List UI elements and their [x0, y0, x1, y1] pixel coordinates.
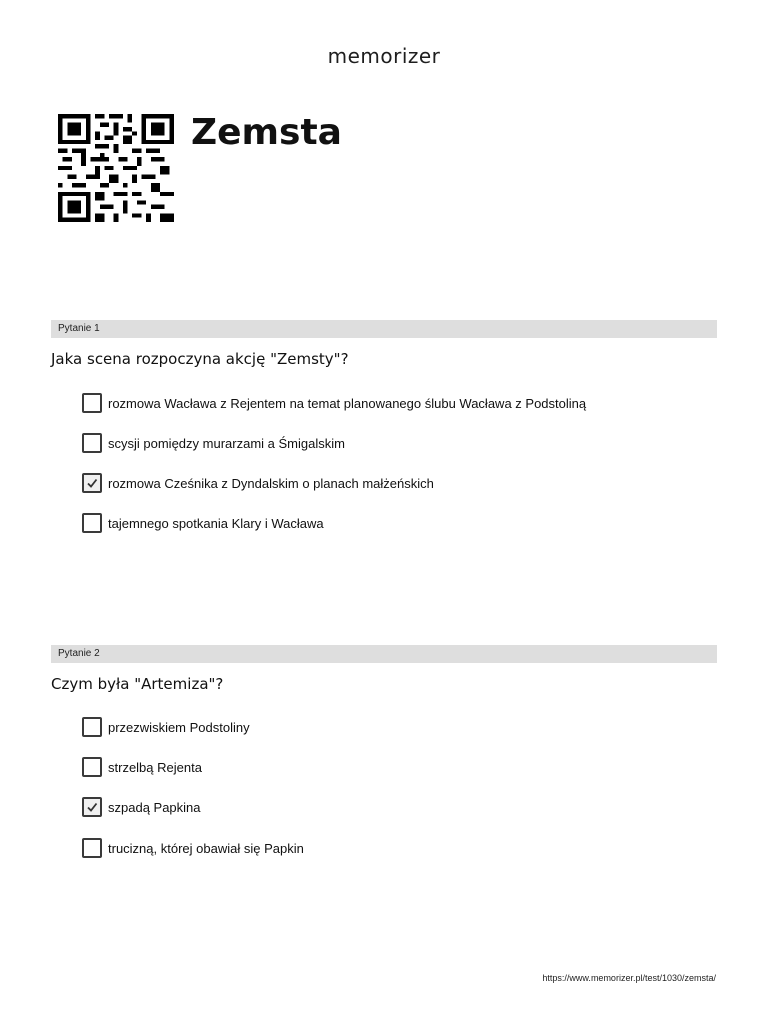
option-label: szpadą Papkina	[108, 799, 201, 815]
checkbox[interactable]	[82, 757, 102, 777]
question-1-option-4[interactable]	[82, 513, 324, 533]
checkbox[interactable]	[82, 433, 102, 453]
checkbox-checked[interactable]	[82, 797, 102, 817]
option-label: scysji pomiędzy murarzami a Śmigalskim	[108, 435, 345, 451]
checkbox[interactable]	[82, 838, 102, 858]
checkbox[interactable]	[82, 717, 102, 737]
checkbox-checked[interactable]	[82, 473, 102, 493]
footer-url[interactable]: https://www.memorizer.pl/test/1030/zemsta/	[542, 973, 716, 983]
option-label: tajemnego spotkania Klary i Wacława	[108, 515, 324, 531]
question-1-option-1[interactable]	[82, 393, 586, 413]
question-2-option-2[interactable]	[82, 757, 202, 777]
question-2-option-1[interactable]	[82, 717, 250, 737]
question-2-option-4[interactable]	[82, 838, 304, 858]
question-1-option-2[interactable]	[82, 433, 345, 453]
qr-code-image	[58, 114, 174, 222]
option-label: rozmowa Cześnika z Dyndalskim o planach małżeńskich	[108, 475, 434, 491]
checkmark-icon	[85, 800, 99, 814]
question-1-label: Pytanie 1	[51, 320, 717, 338]
checkbox[interactable]	[82, 393, 102, 413]
option-label: trucizną, której obawiał się Papkin	[108, 840, 304, 856]
question-2-text: Czym była "Artemiza"?	[51, 675, 224, 693]
option-label: przezwiskiem Podstoliny	[108, 719, 250, 735]
quiz-title: Zemsta	[191, 112, 342, 153]
question-1-option-3[interactable]	[82, 473, 434, 493]
memorizer-logo: memorizer	[327, 44, 441, 68]
question-1-text: Jaka scena rozpoczyna akcję "Zemsty"?	[51, 350, 349, 368]
checkbox[interactable]	[82, 513, 102, 533]
option-label: strzelbą Rejenta	[108, 759, 202, 775]
checkmark-icon	[85, 476, 99, 490]
question-2-label: Pytanie 2	[51, 645, 717, 663]
option-label: rozmowa Wacława z Rejentem na temat planowanego ślubu Wacława z Podstoliną	[108, 395, 587, 411]
question-2-option-3[interactable]	[82, 797, 201, 817]
